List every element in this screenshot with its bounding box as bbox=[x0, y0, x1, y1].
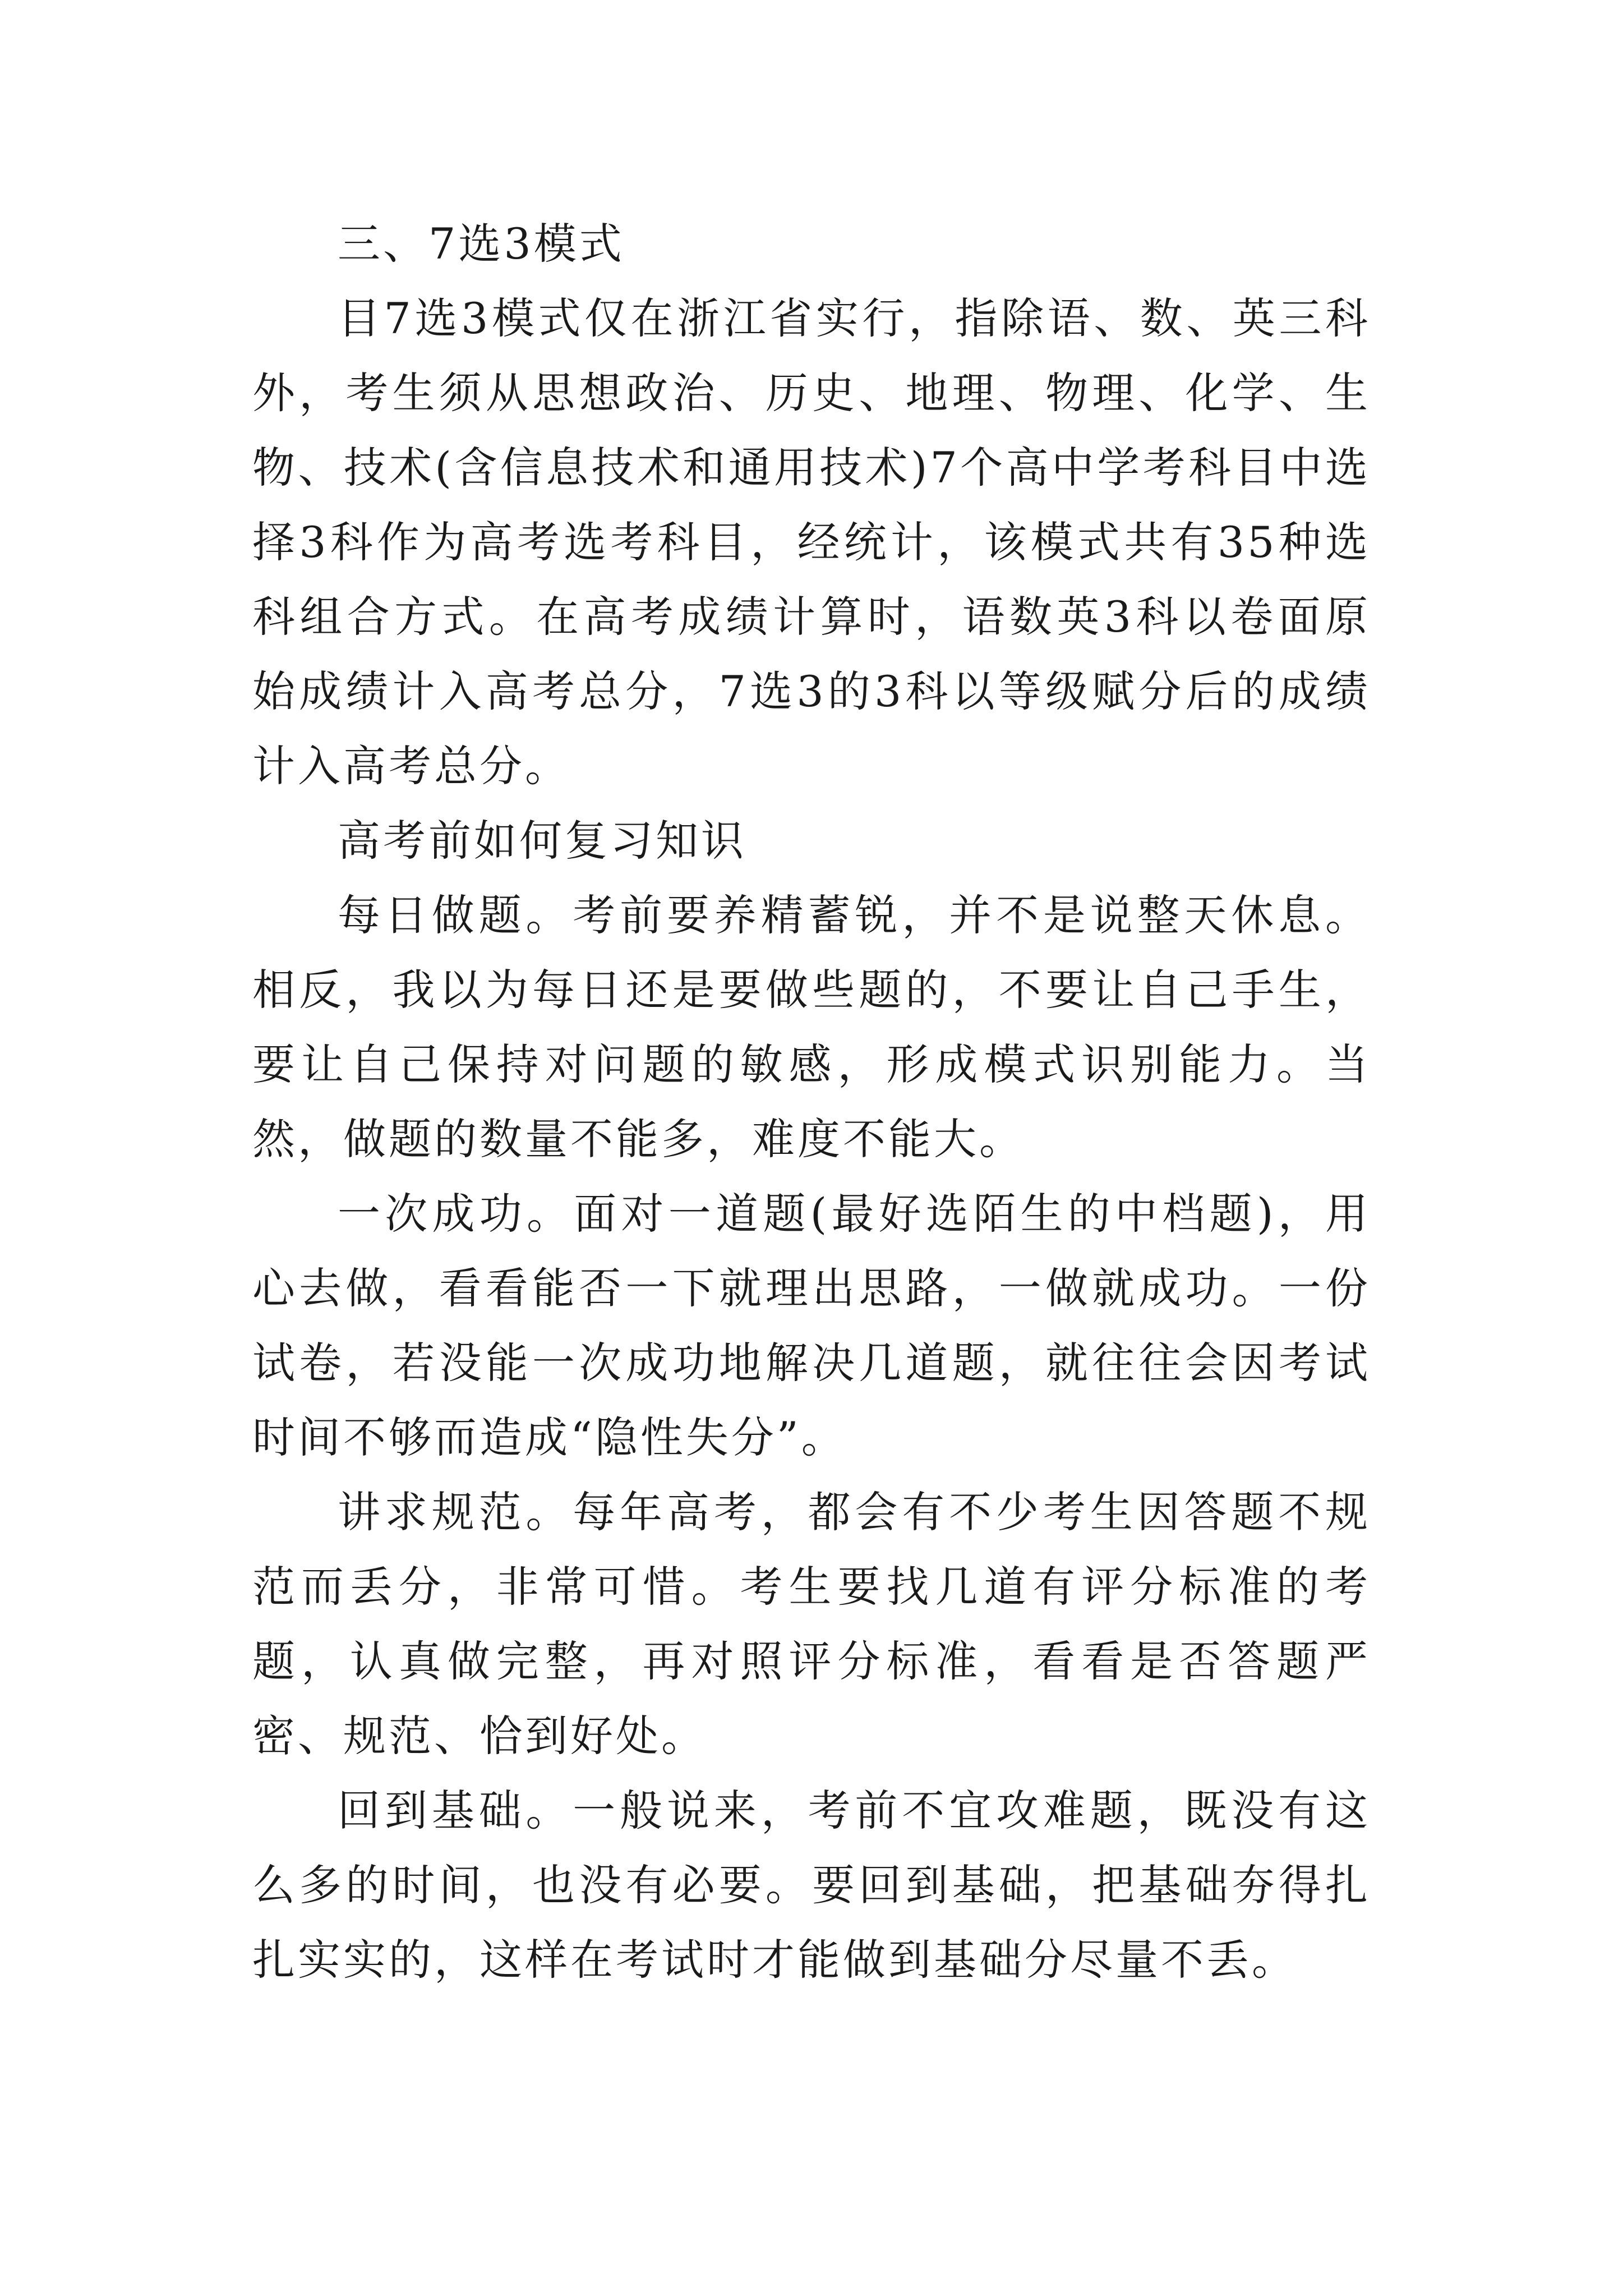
section-heading-7-choose-3: 三、7选3模式 bbox=[338, 219, 625, 269]
document-body bbox=[252, 206, 1371, 1997]
paragraph-daily-practice: 每日做题。考前要养精蓄锐，并不是说整天休息。相反，我以为每日还是要做些题的，不要让自己手生，要让自己保持对问题的敏感，形成模式识别能力。当然，做题的数量不能多，难度不能大。 bbox=[252, 890, 1371, 1164]
paragraph-one-time-success: 一次成功。面对一道题(最好选陌生的中档题)，用心去做，看看能否一下就理出思路，一做就成功。一份试卷，若没能一次成功地解决几道题，就往往会因考试时间不够而造成“隐性失分”。 bbox=[252, 1189, 1371, 1462]
paragraph-7-choose-3-description: 目7选3模式仅在浙江省实行，指除语、数、英三科外，考生须从思想政治、历史、地理、物理、化学、生物、技术(含信息技术和通用技术)7个高中学考科目中选择3科作为高考选考科目，经统计，该模式共有35种选科组合方式。在高考成绩计算时，语数英3科以卷面原始成绩计入高考总分，7选3的3科以等级赋分后的成绩计入高考总分。 bbox=[252, 293, 1371, 791]
section-heading-review-tips: 高考前如何复习知识 bbox=[338, 816, 746, 866]
paragraph-back-to-basics: 回到基础。一般说来，考前不宜攻难题，既没有这么多的时间，也没有必要。要回到基础，把基础夯得扎扎实实的，这样在考试时才能做到基础分尽量不丢。 bbox=[252, 1786, 1371, 1985]
paragraph-standardization: 讲求规范。每年高考，都会有不少考生因答题不规范而丢分，非常可惜。考生要找几道有评分标准的考题，认真做完整，再对照评分标准，看看是否答题严密、规范、恰到好处。 bbox=[252, 1487, 1371, 1761]
